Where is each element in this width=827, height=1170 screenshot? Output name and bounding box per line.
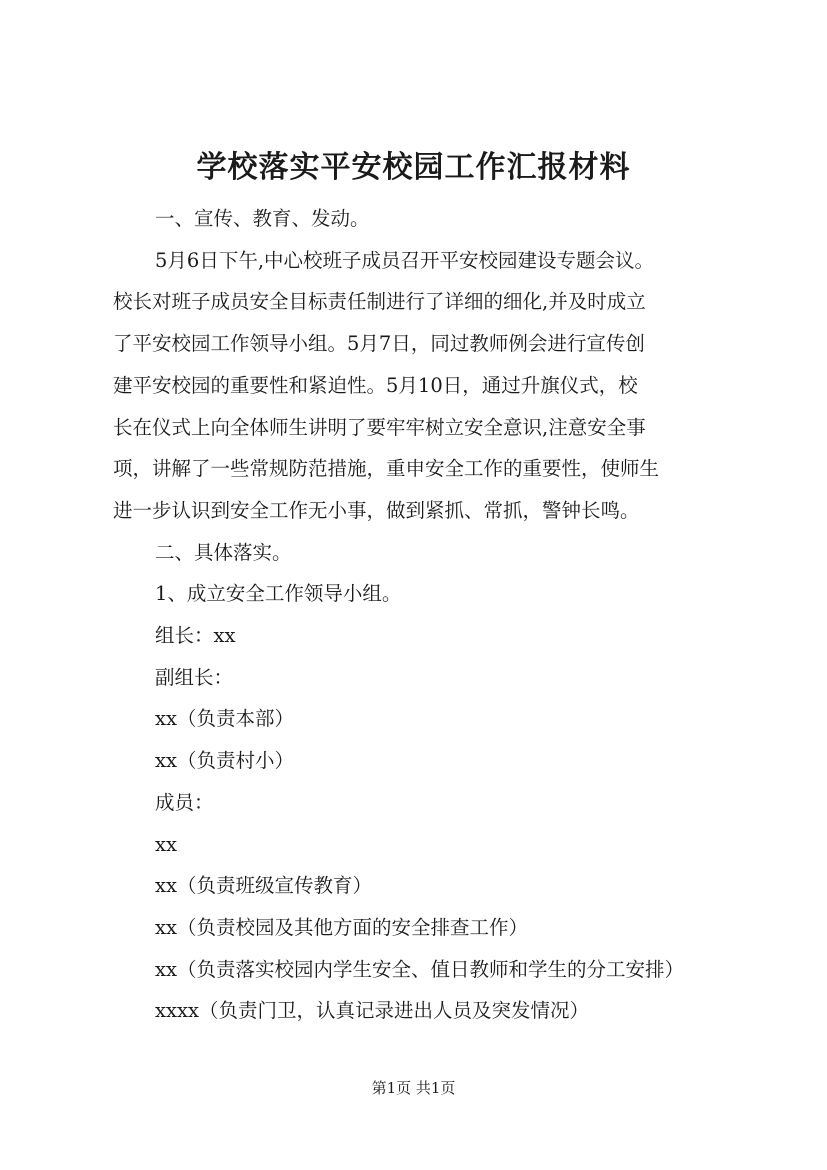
section-heading: 一、宣传、教育、发动。 <box>155 207 370 230</box>
section-heading: 二、具体落实。 <box>155 540 292 564</box>
subsection-heading: 1、成立安全工作领导小组。 <box>155 582 402 606</box>
body-line: 建平安校园的重要性和紧迫性。5月10日，通过升旗仪式，校 <box>113 373 638 397</box>
body-line: 校长对班子成员安全目标责任制进行了详细的细化,并及时成立 <box>113 290 646 314</box>
deputy-leader-label: 副组长： <box>155 665 234 689</box>
member-item: xx（负责校园及其他方面的安全排查工作） <box>155 915 528 939</box>
document-body <box>113 198 727 1032</box>
body-line: 5月6日下午,中心校班子成员召开平安校园建设专题会议。 <box>155 248 655 272</box>
member-item: xx（负责落实校园内学生安全、值日教师和学生的分工安排） <box>155 957 684 981</box>
body-line: 项，讲解了一些常规防范措施，重申安全工作的重要性，使师生 <box>113 457 660 481</box>
deputy-leader-item: xx（负责本部） <box>155 707 294 731</box>
body-line: 了平安校园工作领导小组。5月7日，同过教师例会进行宣传创 <box>113 332 645 356</box>
members-label: 成员： <box>155 790 214 814</box>
deputy-leader-item: xx（负责村小） <box>155 749 294 773</box>
member-item: xx <box>155 832 177 856</box>
member-item: xxxx（负责门卫，认真记录进出人员及突发情况） <box>155 999 589 1023</box>
page-footer: 第1页 共1页 <box>371 1079 456 1097</box>
document-title: 学校落实平安校园工作汇报材料 <box>196 150 631 185</box>
member-item: xx（负责班级宣传教育） <box>155 874 372 898</box>
leader-line: 组长：xx <box>155 624 236 648</box>
body-line: 进一步认识到安全工作无小事，做到紧抓、常抓，警钟长鸣。 <box>113 498 640 522</box>
body-line: 长在仪式上向全体师生讲明了要牢牢树立安全意识,注意安全事 <box>113 415 646 439</box>
